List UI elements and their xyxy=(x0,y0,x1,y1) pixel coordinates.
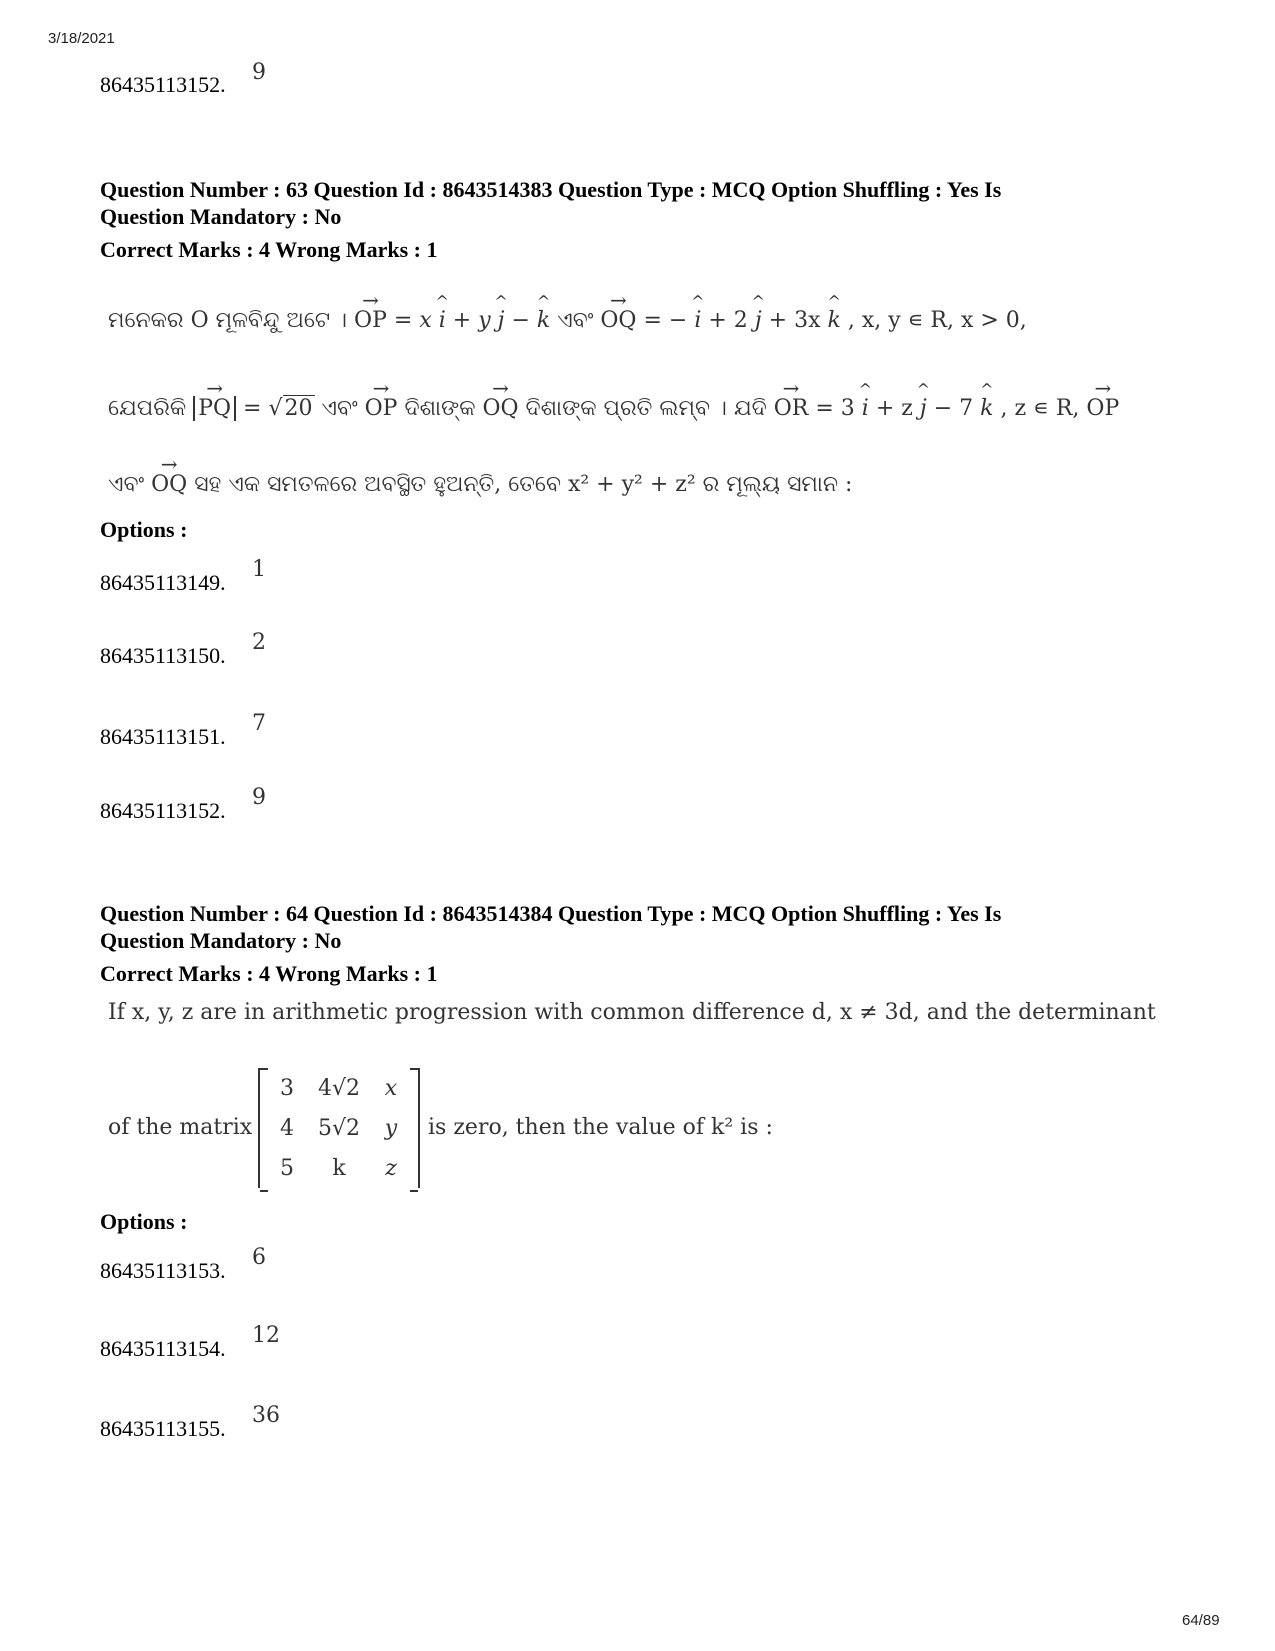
matrix-cell: x xyxy=(384,1075,398,1101)
option-id: 86435113152. xyxy=(100,72,226,97)
page-number: 64/89 xyxy=(1182,1612,1220,1629)
option-id: 86435113155. xyxy=(100,1416,226,1441)
option-value: 12 xyxy=(252,1323,280,1348)
question-63-text-line1: ମନେକର O ମୂଳବିନ୍ଦୁ ଅଟେ । → OP = x ^ i + y ^ j − ^ k ଏବଂ → OQ = − ^ i + 2 ^ j + 3x ^ k , x, y ∊ R, x > 0, xyxy=(108,308,1027,333)
determinant-matrix xyxy=(258,1068,420,1188)
option-id: 86435113149. xyxy=(100,570,226,595)
print-date: 3/18/2021 xyxy=(48,30,115,47)
matrix-cell: 3 xyxy=(280,1075,294,1101)
option-value: 7 xyxy=(252,711,266,736)
option-id: 86435113150. xyxy=(100,643,226,668)
question-63-marks: Correct Marks : 4 Wrong Marks : 1 xyxy=(100,237,438,262)
question-64-marks: Correct Marks : 4 Wrong Marks : 1 xyxy=(100,961,438,986)
option-value: 9 xyxy=(252,60,266,85)
question-63-options-label: Options : xyxy=(100,517,188,542)
question-63-text-line3: ଏବଂ → OQ ସହ ଏକ ସମତଳରେ ଅବସ୍ଥିତ ହୁଅନ୍ତି, ତେବେ x² + y² + z² ର ମୂଲ୍ୟ ସମାନ : xyxy=(108,472,852,497)
matrix-cell: y xyxy=(384,1115,398,1141)
question-63-text-line2: ଯେପରିକି → PQ = √20 ଏବଂ → OP ଦିଶାଙ୍କ → OQ ଦିଶାଙ୍କ ପ୍ରତି ଲମ୍ବ । ଯଦି → OR = 3 ^ i + z ^ j − 7 ^ k , z ∊ R, → OP xyxy=(108,396,1119,421)
matrix-cell: k xyxy=(332,1155,346,1181)
question-64-text-post-matrix: is zero, then the value of k² is : xyxy=(428,1115,773,1140)
question-63-header: Question Number : 63 Question Id : 8643514383 Question Type : MCQ Option Shuffling : Yes Is Question Mandatory : No xyxy=(100,177,1002,229)
option-id: 86435113154. xyxy=(100,1336,226,1361)
option-id: 86435113152. xyxy=(100,798,226,823)
matrix-cell: 4√2 xyxy=(317,1075,360,1101)
question-64-header: Question Number : 64 Question Id : 8643514384 Question Type : MCQ Option Shuffling : Yes Is Question Mandatory : No xyxy=(100,901,1002,953)
matrix-cell: z xyxy=(385,1155,397,1181)
matrix-cell: 5√2 xyxy=(317,1115,360,1141)
question-64-options-label: Options : xyxy=(100,1209,188,1234)
matrix-cell: 5 xyxy=(280,1155,294,1181)
matrix-cell: 4 xyxy=(280,1115,294,1141)
option-value: 36 xyxy=(252,1403,280,1428)
option-value: 2 xyxy=(252,630,266,655)
option-value: 1 xyxy=(252,557,266,582)
option-id: 86435113151. xyxy=(100,724,226,749)
question-64-text-line1: If x, y, z are in arithmetic progression with common difference d, x ≠ 3d, and the determinant xyxy=(108,1000,1156,1025)
option-id: 86435113153. xyxy=(100,1258,226,1283)
question-64-text-pre-matrix: of the matrix xyxy=(108,1115,253,1140)
option-value: 6 xyxy=(252,1245,266,1270)
option-value: 9 xyxy=(252,785,266,810)
